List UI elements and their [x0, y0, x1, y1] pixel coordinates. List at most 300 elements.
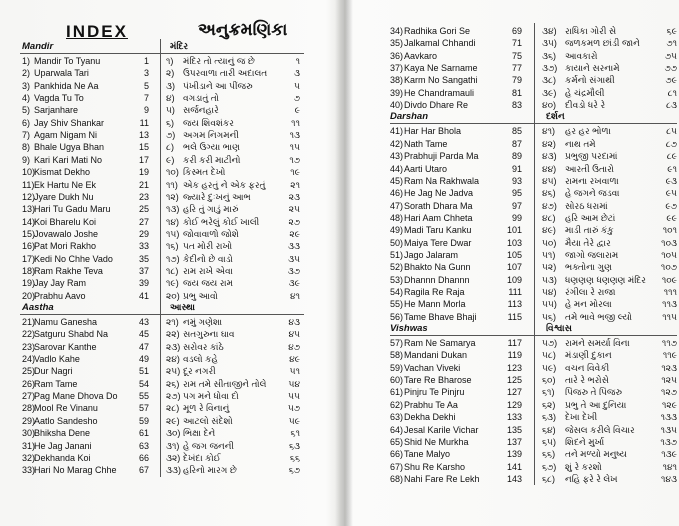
entry-title: Vachan Viveki	[404, 362, 461, 373]
entry-page-number-gujarati: ૧૨૩	[661, 362, 677, 373]
entry-title-gujarati: જ્યારે દુઃખનું આભ	[183, 191, 251, 202]
index-entry	[0, 154, 340, 166]
entry-title: Maiya Tere Dwar	[404, 237, 472, 248]
entry-page-number: 37	[138, 265, 149, 276]
entry-number: 1)	[22, 56, 31, 66]
entry-title-gujarati: ભલે ઉગ્યા ભાણ	[183, 142, 240, 153]
entry-number-gujarati: ૨૮)	[166, 403, 180, 414]
entry-page-number: 13	[138, 130, 149, 141]
entry-page-number: 99	[511, 212, 522, 223]
entry-page-number-gujarati: ૧૧૧	[663, 287, 677, 297]
entry-number-gujarati: ૧૧)	[166, 179, 178, 190]
index-entry	[352, 473, 679, 485]
entry-title: Har Har Bhola	[404, 126, 462, 137]
entry-title: Bhiksha Dene	[34, 428, 91, 439]
entry-title: Koi Bharelu Koi	[34, 216, 97, 227]
entry-title-gujarati: દેખંદા કોઈ	[183, 452, 221, 463]
entry-title: Dhannn Dhannn	[404, 274, 470, 285]
entry-number-gujarati: ૩૫)	[542, 38, 557, 49]
index-entry	[0, 141, 340, 153]
index-entry	[0, 253, 340, 265]
entry-page-number-gujarati: ૬૭	[288, 465, 300, 476]
entry-title-gujarati: જળકમળ છાંડી જાને	[565, 38, 640, 49]
entry-number-gujarati: ૫૯)	[542, 362, 557, 373]
index-entry	[352, 411, 679, 423]
entry-number: 19)	[22, 278, 36, 289]
entry-number: 16)	[22, 241, 36, 252]
entry-title: Dekhanda Koi	[34, 452, 91, 463]
entry-title-gujarati: રામના રખવાળા	[565, 175, 619, 186]
entry-number: 49)	[390, 225, 404, 236]
entry-title: Mandani Dukan	[404, 350, 468, 361]
entry-number: 41)	[390, 126, 404, 137]
entry-title: Divdo Dhare Re	[404, 100, 469, 111]
entry-number-gujarati: ૩૭)	[542, 63, 558, 74]
index-entry	[0, 290, 340, 302]
entry-title-gujarati: સરોવર કાંઠે	[183, 341, 224, 352]
entry-page-number: 45	[138, 329, 149, 340]
index-entry	[0, 117, 340, 129]
entry-number-gujarati: ૩૧)	[166, 440, 180, 451]
entry-number-gujarati: ૩૪)	[542, 26, 557, 36]
entry-page-number: 141	[506, 461, 522, 472]
entry-title-gujarati: પ્રભુજી પરદામાં	[565, 151, 618, 162]
index-entry	[0, 328, 340, 340]
entry-page-number: 77	[511, 63, 522, 74]
index-entry	[0, 277, 340, 289]
section-heading: Darshan	[390, 111, 429, 123]
entry-title: Satguru Shabd Na	[34, 329, 109, 340]
index-entry	[352, 37, 679, 49]
entry-title: Karm No Sangathi	[404, 75, 478, 86]
index-entry	[352, 298, 679, 310]
entry-page-number: 63	[138, 440, 149, 451]
entry-page-number: 41	[138, 290, 149, 301]
entry-number: 62)	[390, 399, 404, 410]
section-rule	[20, 53, 304, 54]
entry-number: 20)	[22, 290, 36, 301]
section-heading: Vishwas	[390, 323, 428, 335]
entry-number-gujarati: ૨૬)	[166, 378, 180, 389]
entry-page-number-gujarati: ૯૫	[665, 188, 677, 199]
index-entry	[352, 187, 679, 199]
entry-number: 56)	[390, 311, 404, 322]
entry-number: 61)	[390, 387, 404, 398]
index-entry	[352, 99, 679, 111]
entry-page-number: 117	[507, 338, 522, 349]
entry-page-number-gujarati: ૧૧૯	[662, 350, 677, 361]
entry-page-number: 129	[506, 399, 522, 410]
index-entry	[0, 353, 340, 365]
entry-page-number: 66	[138, 452, 149, 463]
entry-title-gujarati: નાથ તમે	[565, 138, 596, 149]
entry-title-gujarati: દૂર નગરી	[183, 366, 216, 377]
entry-page-number: 11	[139, 117, 149, 128]
entry-title: Hari Tu Gadu Maru	[34, 204, 111, 215]
entry-number: 23)	[22, 341, 36, 352]
entry-title: Uparwala Tari	[34, 68, 89, 79]
entry-page-number-gujarati: ૨૫	[288, 204, 300, 215]
entry-number-gujarati: ૬૩)	[542, 412, 557, 423]
entry-page-number: 105	[506, 249, 522, 260]
entry-number-gujarati: ૫૦)	[542, 237, 557, 248]
entry-page-number: 27	[138, 216, 149, 227]
index-entry	[352, 274, 679, 286]
entry-title-gujarati: પ્રભુ તે આ દુનિયા	[565, 399, 627, 410]
entry-title-gujarati: નમું ગણેશા	[183, 317, 223, 327]
entry-number-gujarati: ૩૦)	[166, 428, 181, 439]
entry-title: He Jag Ne Jadva	[404, 188, 474, 199]
column-divider	[534, 23, 535, 485]
entry-page-number-gujarati: ૧૩૯	[661, 449, 677, 460]
entry-page-number-gujarati: ૧૦૩	[661, 237, 677, 248]
entry-title: Ram Tame	[34, 378, 78, 389]
entry-page-number: 9	[143, 105, 149, 116]
entry-page-number: 125	[506, 375, 522, 386]
index-entry	[352, 349, 679, 361]
entry-number-gujarati: ૩૮)	[542, 75, 556, 86]
entry-page-number: 23	[138, 191, 149, 202]
entry-page-number-gujarati: ૭૧	[666, 38, 677, 49]
entry-page-number: 67	[138, 465, 149, 476]
entry-title: Mool Re Vinanu	[34, 403, 98, 414]
entry-page-number-gujarati: ૯૭	[665, 200, 677, 211]
index-entry	[352, 448, 679, 460]
entry-page-number-gujarati: ૯૩	[665, 175, 677, 186]
entry-number: 37)	[390, 63, 404, 74]
entry-number-gujarati: ૧૬)	[166, 241, 179, 252]
entry-number: 54)	[390, 287, 404, 297]
entry-number-gujarati: ૫૧)	[542, 249, 556, 260]
entry-title: Jago Jalaram	[404, 249, 459, 260]
index-entry	[0, 55, 340, 67]
entry-number-gujarati: ૨૪)	[166, 354, 180, 365]
entry-number: 28)	[22, 403, 36, 414]
entry-number: 31)	[22, 440, 36, 451]
entry-number: 18)	[22, 265, 36, 276]
entry-number: 4)	[22, 93, 31, 104]
index-entry	[0, 452, 340, 464]
entry-number-gujarati: ૨૧)	[166, 317, 179, 327]
entry-page-number-gujarati: ૫૫	[288, 391, 300, 402]
entry-number: 29)	[22, 415, 36, 426]
entry-page-number: 103	[506, 237, 522, 248]
entry-page-number: 1	[143, 56, 149, 66]
entry-page-number-gujarati: ૧૩	[289, 130, 300, 141]
entry-page-number-gujarati: ૮૯	[666, 151, 677, 162]
entry-title: Vagda Tu To	[34, 93, 84, 104]
entry-title: Jalkamal Chhandi	[404, 38, 476, 49]
entry-number-gujarati: ૪૧)	[542, 126, 555, 137]
index-entry	[0, 378, 340, 390]
entry-number: 24)	[22, 354, 36, 365]
entry-page-number-gujarati: ૩૩	[288, 241, 300, 252]
entry-page-number: 101	[506, 225, 522, 236]
entry-page-number: 17	[138, 154, 149, 165]
entry-number: 10)	[22, 167, 36, 178]
entry-title-gujarati: હરિનો મારગ છે	[183, 465, 237, 476]
entry-number: 64)	[390, 424, 404, 435]
entry-page-number: 87	[511, 138, 522, 149]
entry-title: Prabhu Te Aa	[404, 399, 458, 410]
entry-number-gujarati: ૬૦)	[542, 375, 556, 386]
entry-number-gujarati: ૪૦)	[542, 100, 556, 111]
index-entry	[352, 237, 679, 249]
index-entry	[0, 341, 340, 353]
entry-page-number-gujarati: ૧	[295, 56, 300, 66]
index-entry	[0, 427, 340, 439]
entry-page-number: 71	[511, 38, 522, 49]
entry-number-gujarati: ૨૨)	[166, 329, 180, 340]
entry-title-gujarati: એક હરતું ને એક ફરતું	[183, 179, 266, 190]
entry-title: Hari No Marag Chhe	[34, 465, 117, 476]
entry-page-number: 85	[511, 126, 522, 137]
entry-number-gujarati: ૬૨)	[542, 399, 556, 410]
entry-number-gujarati: ૮)	[166, 142, 174, 153]
entry-page-number-gujarati: ૩૭	[287, 265, 300, 276]
entry-number: 42)	[390, 138, 404, 149]
entry-number: 27)	[22, 391, 36, 402]
entry-page-number-gujarati: ૧૭	[289, 154, 300, 165]
entry-page-number-gujarati: ૯૯	[666, 212, 677, 223]
entry-page-number-gujarati: ૭૭	[664, 63, 677, 74]
entry-title: Aarti Utaro	[404, 163, 448, 174]
entry-number: 39)	[390, 87, 404, 98]
entry-number-gujarati: ૩૬)	[542, 50, 557, 61]
entry-title: Ram Ne Samarya	[404, 338, 476, 349]
entry-number: 15)	[22, 228, 36, 239]
entry-number: 22)	[22, 329, 36, 340]
entry-number-gujarati: ૫૩)	[542, 274, 557, 285]
entry-page-number-gujarati: ૧૨૯	[661, 399, 677, 410]
entry-page-number-gujarati: ૫૪	[288, 378, 300, 389]
entry-page-number-gujarati: ૧૦૫	[661, 249, 677, 260]
index-entry	[352, 224, 679, 236]
index-entry	[352, 212, 679, 224]
entry-number: 32)	[22, 452, 36, 463]
entry-page-number-gujarati: ૭	[293, 93, 300, 104]
entry-page-number-gujarati: ૧૧૭	[661, 338, 677, 349]
entry-number: 55)	[390, 299, 404, 310]
entry-number-gujarati: ૩)	[166, 80, 175, 91]
entry-page-number: 111	[508, 287, 522, 297]
entry-page-number-gujarati: ૧૩૩	[660, 412, 677, 423]
entry-title: Kedi No Chhe Vado	[34, 253, 113, 264]
entry-title-gujarati: રામ તમે સીતાજીને તોલે	[183, 378, 267, 389]
entry-title: Madi Taru Kanku	[404, 225, 472, 236]
index-entry	[352, 311, 679, 323]
entry-page-number: 123	[506, 362, 522, 373]
entry-number: 57)	[390, 338, 404, 349]
entry-number-gujarati: ૬૫)	[542, 436, 556, 447]
entry-page-number: 57	[138, 403, 149, 414]
entry-title-gujarati: જોવાવાળો જોશે	[183, 228, 239, 239]
entry-page-number-gujarati: ૨૭	[288, 216, 300, 227]
entry-number-gujarati: ૪૭)	[542, 200, 557, 211]
entry-title-gujarati: સતગુરુના ઘાવ	[183, 329, 235, 340]
entry-title-gujarati: રામ રાખે એવા	[183, 265, 233, 276]
entry-number: 26)	[22, 378, 36, 389]
entry-number-gujarati: ૨૭)	[166, 391, 181, 402]
entry-number-gujarati: ૧૯)	[166, 278, 179, 289]
entry-number-gujarati: ૪૪)	[542, 163, 557, 174]
entry-page-number: 143	[506, 473, 522, 484]
entry-number-gujarati: ૧૫)	[166, 228, 180, 239]
entry-title-gujarati: જય જય રામ	[183, 278, 233, 289]
entry-title-gujarati: પ્રભુ આવો	[183, 290, 218, 301]
index-entry	[352, 125, 679, 137]
entry-page-number-gujarati: ૧૨૭	[661, 387, 677, 398]
entry-number: 59)	[390, 362, 404, 373]
entry-number: 11)	[22, 179, 35, 190]
entry-title-gujarati: હરિ તું ગાડું મારું	[183, 204, 239, 215]
index-entry	[352, 436, 679, 448]
entry-title: Agam Nigam Ni	[34, 130, 98, 141]
entry-title: Nahi Fare Re Lekh	[404, 473, 480, 484]
entry-title-gujarati: હર હર ભોળા	[565, 126, 611, 137]
entry-title: Pag Mane Dhova Do	[34, 391, 118, 402]
entry-page-number-gujarati: ૯૧	[667, 163, 677, 174]
entry-page-number: 91	[511, 163, 522, 174]
entry-number: 44)	[390, 163, 404, 174]
entry-page-number-gujarati: ૬૧	[290, 428, 300, 439]
entry-title-gujarati: સર્જનહારે	[183, 105, 219, 116]
entry-title: Pankhida Ne Aa	[34, 80, 99, 91]
right-page	[352, 0, 679, 526]
entry-title-gujarati: હે ચંદ્રમૌલી	[565, 87, 605, 98]
entry-page-number-gujarati: ૧૩૭	[660, 436, 677, 447]
entry-number: 38)	[390, 75, 404, 86]
entry-page-number-gujarati: ૮૫	[666, 126, 677, 137]
entry-title-gujarati: શું રે કરશો	[565, 461, 602, 472]
entry-number: 47)	[390, 200, 404, 211]
entry-title-gujarati: દેખા દેખી	[565, 412, 598, 423]
entry-title-gujarati: આટલો સંદેશો	[183, 415, 233, 426]
index-entry	[0, 440, 340, 452]
entry-title: Mandir To Tyanu	[34, 56, 101, 66]
index-entry	[352, 150, 679, 162]
entry-number: 45)	[390, 175, 404, 186]
entry-title: Bhale Ugya Bhan	[34, 142, 105, 153]
entry-title-gujarati: માડી તારું કંકુ	[565, 225, 614, 236]
index-title-gujarati: અનુક્રમણિકા	[198, 20, 288, 39]
index-entry	[0, 464, 340, 476]
entry-number-gujarati: ૩૯)	[542, 87, 557, 98]
index-entry	[0, 104, 340, 116]
entry-number: 65)	[390, 436, 404, 447]
entry-number: 17)	[22, 253, 36, 264]
entry-title-gujarati: મૈયા તેરે દ્વાર	[565, 237, 611, 248]
entry-title: Jay Jay Ram	[34, 278, 87, 289]
index-entry	[352, 374, 679, 386]
index-entry	[0, 265, 340, 277]
entry-number: 12)	[22, 191, 36, 202]
entry-number-gujarati: ૧૮)	[166, 265, 179, 276]
entry-number: 13)	[22, 204, 36, 215]
entry-title: Pinjru Te Pinjru	[404, 387, 465, 398]
entry-title: Ram Na Rakhwala	[404, 175, 480, 186]
entry-number: 63)	[390, 412, 404, 423]
entry-page-number: 29	[138, 228, 149, 239]
entry-number-gujarati: ૪૨)	[542, 138, 556, 149]
entry-page-number: 83	[511, 100, 522, 111]
entry-title: He Chandramauli	[404, 87, 475, 98]
index-entry	[0, 216, 340, 228]
entry-page-number: 137	[506, 436, 522, 447]
entry-number: 53)	[390, 274, 404, 285]
entry-title: Aavkaro	[404, 50, 438, 61]
entry-title: Aatlo Sandesho	[34, 415, 98, 426]
entry-page-number: 119	[507, 350, 522, 361]
entry-title-gujarati: તારે રે ભરોસે	[565, 375, 609, 386]
entry-number-gujarati: ૯)	[166, 154, 175, 165]
entry-page-number: 79	[511, 75, 522, 86]
entry-page-number-gujarati: ૧૩૫	[660, 424, 677, 435]
entry-page-number-gujarati: ૪૯	[289, 354, 300, 365]
entry-page-number-gujarati: ૧૪૩	[661, 473, 677, 484]
entry-number-gujarati: ૫૫)	[542, 299, 557, 310]
entry-page-number-gujarati: ૬૯	[666, 26, 677, 36]
entry-page-number: 51	[138, 366, 149, 377]
entry-page-number-gujarati: ૯	[294, 105, 300, 116]
entry-number: 43)	[390, 151, 404, 162]
entry-page-number-gujarati: ૧૫	[289, 142, 300, 153]
entry-page-number-gujarati: ૧૦૭	[660, 262, 677, 273]
entry-page-number-gujarati: ૩૯	[288, 278, 300, 289]
index-entry	[0, 228, 340, 240]
section-rule	[20, 314, 304, 315]
index-entry	[352, 200, 679, 212]
entry-number: 36)	[390, 50, 404, 61]
entry-title: Kari Kari Mati No	[34, 154, 103, 165]
entry-number: 66)	[390, 449, 404, 460]
index-entry	[0, 179, 340, 191]
section-heading: Aastha	[22, 302, 54, 313]
entry-number-gujarati: ૬૬)	[542, 449, 556, 460]
entry-title-gujarati: ભિક્ષા દેને	[183, 428, 216, 439]
section-heading-gujarati: વિશ્વાસ	[546, 323, 572, 334]
entry-number: 33)	[22, 465, 36, 476]
entry-number-gujarati: ૫૮)	[542, 350, 556, 361]
entry-page-number: 54	[138, 378, 149, 389]
entry-page-number-gujarati: ૧૯	[290, 167, 300, 178]
entry-page-number: 21	[138, 179, 149, 190]
entry-page-number: 113	[507, 299, 522, 310]
entry-number: 35)	[390, 38, 404, 49]
entry-page-number: 69	[511, 26, 522, 36]
entry-number-gujarati: ૨૯)	[166, 415, 180, 426]
entry-number-gujarati: ૪૬)	[542, 188, 556, 199]
index-entry	[352, 87, 679, 99]
entry-page-number: 55	[138, 391, 149, 402]
entry-title: Ragila Re Raja	[404, 287, 465, 297]
entry-page-number-gujarati: ૨૩	[288, 191, 300, 202]
entry-page-number: 81	[511, 87, 522, 98]
entry-page-number-gujarati: ૪૩	[288, 317, 300, 327]
entry-title-gujarati: જેસલ કરીલે વિચાર	[565, 424, 635, 435]
entry-title: He Jag Janani	[34, 440, 92, 451]
entry-page-number: 139	[506, 449, 522, 460]
entry-title-gujarati: તને મળ્યો મનુષ્ય	[565, 449, 627, 460]
entry-title: Prabhuji Parda Ma	[404, 151, 479, 162]
entry-title-gujarati: આવકારો	[565, 50, 598, 61]
entry-number-gujarati: ૧૦)	[166, 167, 179, 178]
entry-number-gujarati: ૧૭)	[166, 253, 180, 264]
entry-title-gujarati: પત મોરી રાખો	[183, 241, 233, 252]
entry-title-gujarati: જય શિવશંકર	[183, 117, 234, 128]
entry-title-gujarati: હરિ આમ છેટાં	[565, 212, 616, 223]
index-entry	[352, 386, 679, 398]
